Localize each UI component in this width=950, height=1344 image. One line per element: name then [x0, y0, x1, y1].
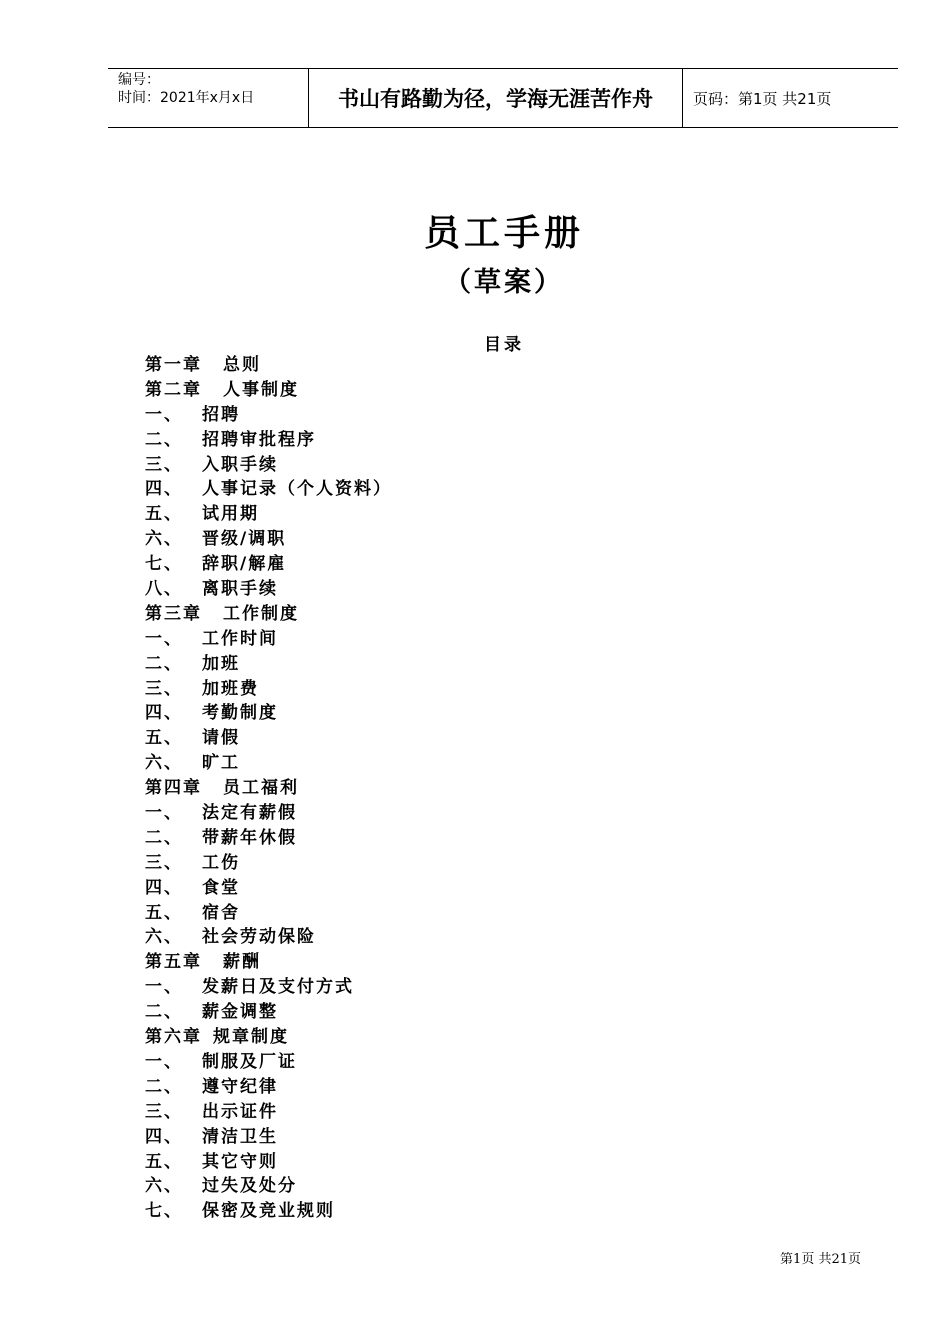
toc-entry-text: 发薪日及支付方式	[202, 977, 354, 998]
toc-section-entry	[145, 1050, 392, 1075]
toc-entry-text: 规章制度	[213, 1027, 289, 1048]
toc-entry-text: 招聘审批程序	[202, 429, 316, 450]
toc-entry-text: 保密及竞业规则	[202, 1201, 335, 1222]
toc-entry-number: 一、	[145, 1051, 183, 1072]
toc-entry-text: 考勤制度	[202, 703, 278, 724]
toc-section-entry	[145, 502, 392, 527]
toc-entry-number: 一、	[145, 803, 183, 824]
toc-entry-text: 薪酬	[223, 952, 261, 973]
toc-entry-text: 加班费	[202, 678, 259, 699]
toc-entry-text: 总则	[223, 355, 261, 375]
toc-section-entry	[145, 876, 392, 901]
toc-entry-text: 辞职/解雇	[202, 554, 287, 575]
toc-section-entry	[145, 577, 392, 602]
toc-entry-number: 六、	[145, 927, 183, 948]
toc-entry-text: 清洁卫生	[202, 1126, 278, 1147]
toc-chapter-entry	[145, 950, 392, 975]
toc-section-entry	[145, 851, 392, 876]
toc-entry-number: 第四章	[145, 778, 202, 799]
toc-section-entry	[145, 527, 392, 552]
toc-entry-text: 过失及处分	[202, 1176, 297, 1197]
page-header	[108, 68, 898, 128]
toc-entry-number: 第二章	[145, 379, 202, 400]
toc-section-entry	[145, 801, 392, 826]
toc-section-entry	[145, 1000, 392, 1025]
toc-chapter-entry	[145, 353, 392, 378]
toc-section-entry	[145, 925, 392, 950]
toc-entry-number: 第一章	[145, 355, 202, 375]
header-meta	[108, 69, 309, 127]
toc-entry-number: 第六章	[145, 1027, 202, 1048]
toc-entry-text: 工作时间	[202, 628, 278, 649]
toc-entry-text: 入职手续	[202, 454, 278, 475]
toc-entry-number: 六、	[145, 753, 183, 774]
toc-entry-number: 三、	[145, 678, 183, 699]
toc-section-entry	[145, 975, 392, 1000]
toc-entry-text: 工作制度	[223, 603, 299, 624]
toc-section-entry	[145, 826, 392, 851]
toc-section-entry	[145, 1150, 392, 1175]
toc-entry-text: 制服及厂证	[202, 1051, 297, 1072]
toc-entry-text: 遵守纪律	[202, 1076, 278, 1097]
toc-entry-text: 请假	[202, 728, 240, 749]
toc-entry-text: 出示证件	[202, 1101, 278, 1122]
toc-entry-number: 一、	[145, 977, 183, 998]
header-page-info: 页码：第1页 共21页	[693, 89, 832, 108]
toc-entry-number: 二、	[145, 653, 183, 674]
toc-entry-text: 薪金调整	[202, 1002, 278, 1023]
page-footer: 第1页 共21页	[780, 1252, 861, 1267]
toc-entry-number: 二、	[145, 827, 183, 848]
toc-chapter-entry	[145, 602, 392, 627]
toc-section-entry	[145, 552, 392, 577]
toc-entry-number: 四、	[145, 877, 183, 898]
toc-entry-text: 工伤	[202, 852, 240, 873]
toc-entry-text: 招聘	[202, 404, 240, 425]
toc-chapter-entry	[145, 1025, 392, 1050]
toc-entry-text: 其它守则	[202, 1151, 278, 1172]
toc-section-entry	[145, 751, 392, 776]
toc-section-entry	[145, 453, 392, 478]
toc-section-entry	[145, 1125, 392, 1150]
toc-entry-number: 四、	[145, 1126, 183, 1147]
header-time-label: 时间：2021年x月x日	[118, 90, 255, 106]
toc-entry-number: 二、	[145, 429, 183, 450]
toc-section-entry	[145, 627, 392, 652]
toc-entry-number: 四、	[145, 479, 183, 500]
toc-entry-number: 二、	[145, 1002, 183, 1023]
toc-entry-number: 五、	[145, 902, 183, 923]
toc-entry-text: 宿舍	[202, 902, 240, 923]
toc-entry-number: 六、	[145, 1176, 183, 1197]
toc-section-entry	[145, 428, 392, 453]
toc-entry-number: 三、	[145, 454, 183, 475]
toc-entry-text: 旷工	[202, 753, 240, 774]
toc-entry-number: 七、	[145, 554, 183, 575]
toc-entry-number: 五、	[145, 1151, 183, 1172]
toc-entry-text: 带薪年休假	[202, 827, 297, 848]
header-number-label: 编号：	[118, 72, 160, 88]
toc-entry-text: 加班	[202, 653, 240, 674]
toc-entry-number: 四、	[145, 703, 183, 724]
toc-entry-text: 人事记录（个人资料）	[202, 479, 392, 500]
toc-entry-number: 五、	[145, 504, 183, 525]
document-title: 员工手册	[423, 212, 584, 254]
toc-chapter-entry	[145, 378, 392, 403]
toc-entry-text: 法定有薪假	[202, 803, 297, 824]
header-motto: 书山有路勤为径，学海无涯苦作舟	[309, 69, 683, 127]
toc-entry-number: 三、	[145, 852, 183, 873]
toc-section-entry	[145, 726, 392, 751]
toc-entry-number: 五、	[145, 728, 183, 749]
toc-entry-number: 七、	[145, 1201, 183, 1222]
toc-section-entry	[145, 403, 392, 428]
toc-section-entry	[145, 701, 392, 726]
toc-entry-number: 第三章	[145, 603, 202, 624]
toc-entry-number: 一、	[145, 404, 183, 425]
toc-entry-number: 六、	[145, 529, 183, 550]
toc-section-entry	[145, 477, 392, 502]
toc-section-entry	[145, 1075, 392, 1100]
document-subtitle: （草案）	[444, 267, 564, 298]
toc-section-entry	[145, 1100, 392, 1125]
toc-section-entry	[145, 1174, 392, 1199]
toc-entry-text: 离职手续	[202, 579, 278, 600]
toc-entry-number: 八、	[145, 579, 183, 600]
toc-chapter-entry	[145, 776, 392, 801]
toc-entry-text: 社会劳动保险	[202, 927, 316, 948]
toc-entry-number: 一、	[145, 628, 183, 649]
toc-section-entry	[145, 1199, 392, 1224]
toc-entry-text: 试用期	[202, 504, 259, 525]
toc-section-entry	[145, 677, 392, 702]
toc-entry-text: 晋级/调职	[202, 529, 287, 550]
toc-section-entry	[145, 652, 392, 677]
toc-entry-number: 二、	[145, 1076, 183, 1097]
toc-heading: 目录	[484, 335, 524, 355]
toc-entry-text: 食堂	[202, 877, 240, 898]
toc-section-entry	[145, 901, 392, 926]
toc-entry-text: 员工福利	[223, 778, 299, 799]
table-of-contents	[145, 353, 392, 1224]
toc-entry-number: 三、	[145, 1101, 183, 1122]
toc-entry-number: 第五章	[145, 952, 202, 973]
toc-entry-text: 人事制度	[223, 379, 299, 400]
